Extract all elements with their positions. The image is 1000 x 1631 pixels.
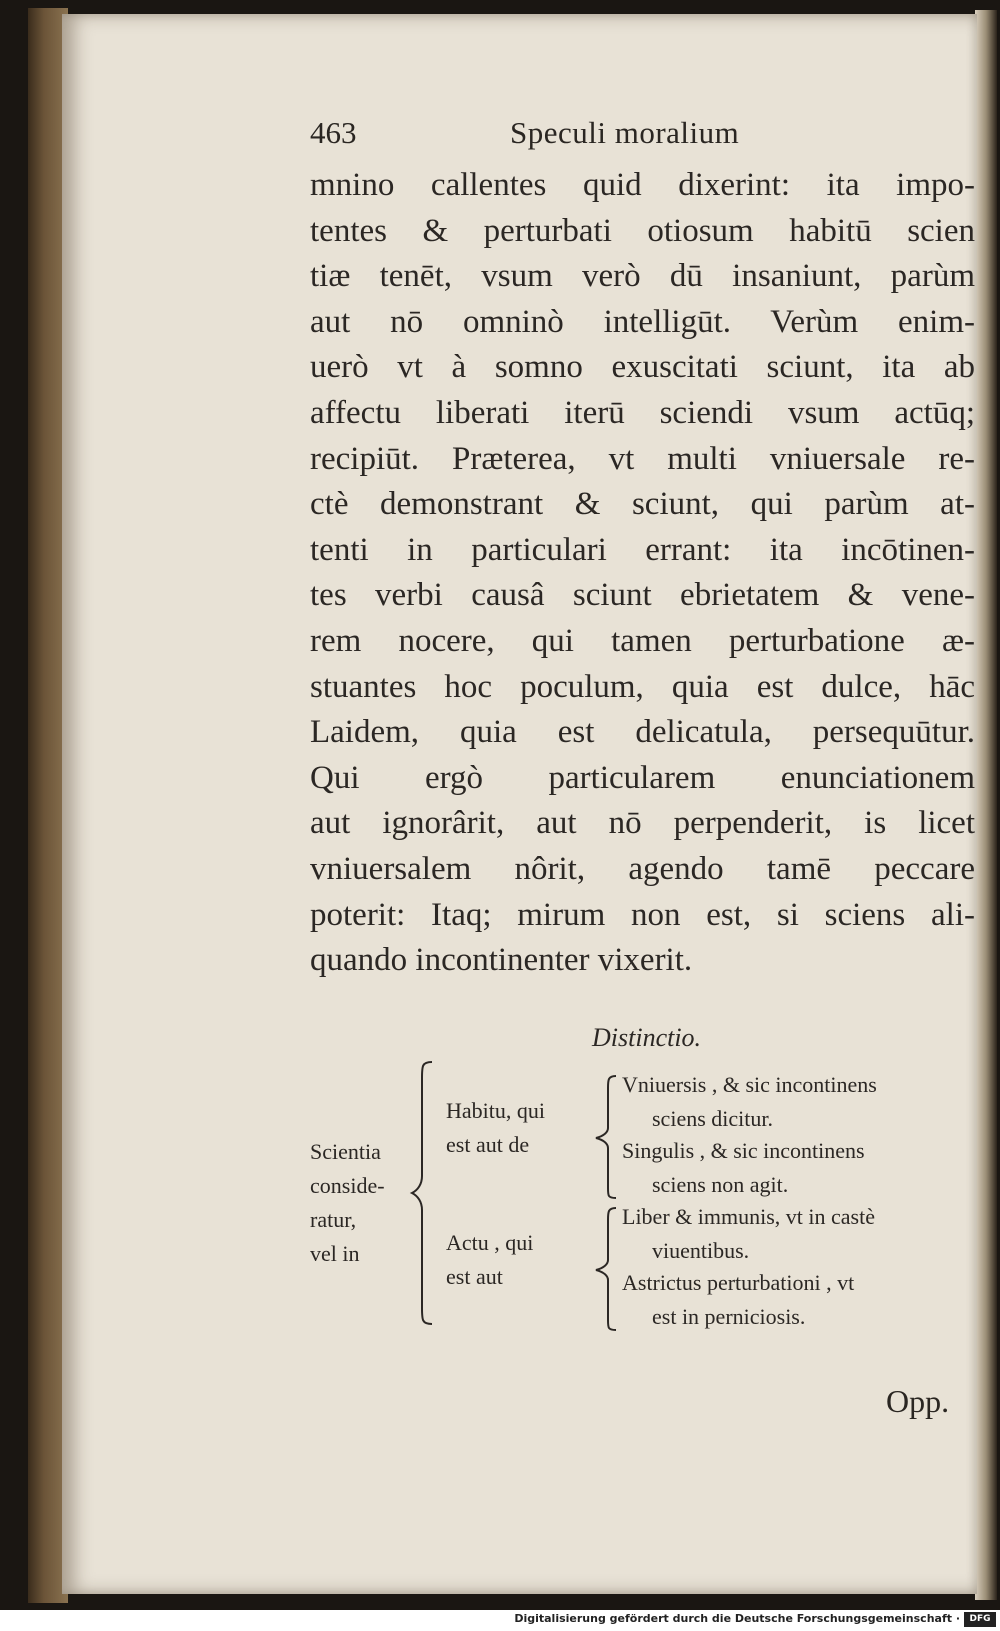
leaf-astrictus-line: est in perniciosis. <box>652 1304 806 1329</box>
text-line: tenti in particulari errant: ita incōtinen- <box>310 531 975 568</box>
branch-habitu-line: est aut de <box>446 1132 530 1157</box>
text-line: tiæ tenēt, vsum verò dū insaniunt, parùm <box>310 258 975 295</box>
leaf-liber-line: viuentibus. <box>652 1238 750 1263</box>
footer-credit: Digitalisierung gefördert durch die Deutsche Forschungsgemeinschaft · <box>514 1612 960 1625</box>
text-line: tentes & perturbati otiosum habitū scien <box>310 212 975 249</box>
branch-habitu-line: Habitu, qui <box>446 1098 545 1123</box>
brace-actu-icon <box>588 1204 622 1334</box>
leaf-vniuersis-line: sciens dicitur. <box>652 1106 773 1131</box>
leaf-singulis-line: Singulis , & sic incontinens <box>622 1138 865 1163</box>
text-line: stuantes hoc poculum, quia est dulce, hāc <box>310 668 975 705</box>
dfg-logo: DFG <box>964 1612 996 1627</box>
page-number: 463 <box>310 115 357 150</box>
distinctio-root-line: vel in <box>310 1241 360 1266</box>
text-line: rem nocere, qui tamen perturbatione æ- <box>310 622 975 659</box>
text-line: mnino callentes quid dixerint: ita impo- <box>310 167 975 203</box>
distinctio-root <box>310 1135 385 1271</box>
text-line: vniuersalem nôrit, agendo tamē peccare <box>310 850 975 887</box>
leaf-vniuersis <box>622 1068 877 1136</box>
leaf-liber <box>622 1200 875 1268</box>
brace-habitu-icon <box>588 1072 622 1202</box>
text-line: ctè demonstrant & sciunt, qui parùm at- <box>310 486 975 523</box>
text-line: aut ignorârit, aut nō perpenderit, is licet <box>310 805 975 842</box>
leaf-liber-line: Liber & immunis, vt in castè <box>622 1204 875 1229</box>
text-line: poterit: Itaq; mirum non est, si sciens ali- <box>310 896 975 933</box>
branch-habitu <box>446 1094 545 1162</box>
distinctio-root-line: Scientia <box>310 1139 381 1164</box>
text-line: Laidem, quia est delicatula, persequūtur. <box>310 714 975 751</box>
text-line-last: quando incontinenter vixerit. <box>310 942 693 979</box>
text-line: Qui ergò particularem enunciationem <box>310 759 975 796</box>
leaf-astrictus-line: Astrictus perturbationi , vt <box>622 1270 855 1295</box>
page-title: Speculi moralium <box>510 115 740 150</box>
distinctio-heading: Distinctio. <box>592 1023 702 1052</box>
leaf-vniuersis-line: Vniuersis , & sic incontinens <box>622 1072 877 1097</box>
text-line: recipiūt. Præterea, vt multi vniuersale re- <box>310 440 975 477</box>
branch-actu-line: est aut <box>446 1264 503 1289</box>
leaf-singulis <box>622 1134 865 1202</box>
distinctio-root-line: ratur, <box>310 1207 357 1232</box>
brace-root-icon <box>408 1058 438 1328</box>
branch-actu-line: Actu , qui <box>446 1230 534 1255</box>
page-edge <box>975 10 997 1600</box>
branch-actu <box>446 1226 533 1294</box>
leaf-astrictus <box>622 1266 854 1334</box>
footer-bar <box>0 1610 1000 1631</box>
leaf-singulis-line: sciens non agit. <box>652 1172 789 1197</box>
text-line: tes verbi causâ sciunt ebrietatem & vene- <box>310 577 975 614</box>
text-line: affectu liberati iterū sciendi vsum actūq; <box>310 394 975 431</box>
distinctio-root-line: conside- <box>310 1173 385 1198</box>
catchword: Opp. <box>886 1383 950 1419</box>
body-text <box>310 163 975 984</box>
text-line: uerò vt à somno exuscitati sciunt, ita ab <box>310 349 975 386</box>
text-line: aut nō omninò intelligūt. Verùm enim- <box>310 303 975 340</box>
